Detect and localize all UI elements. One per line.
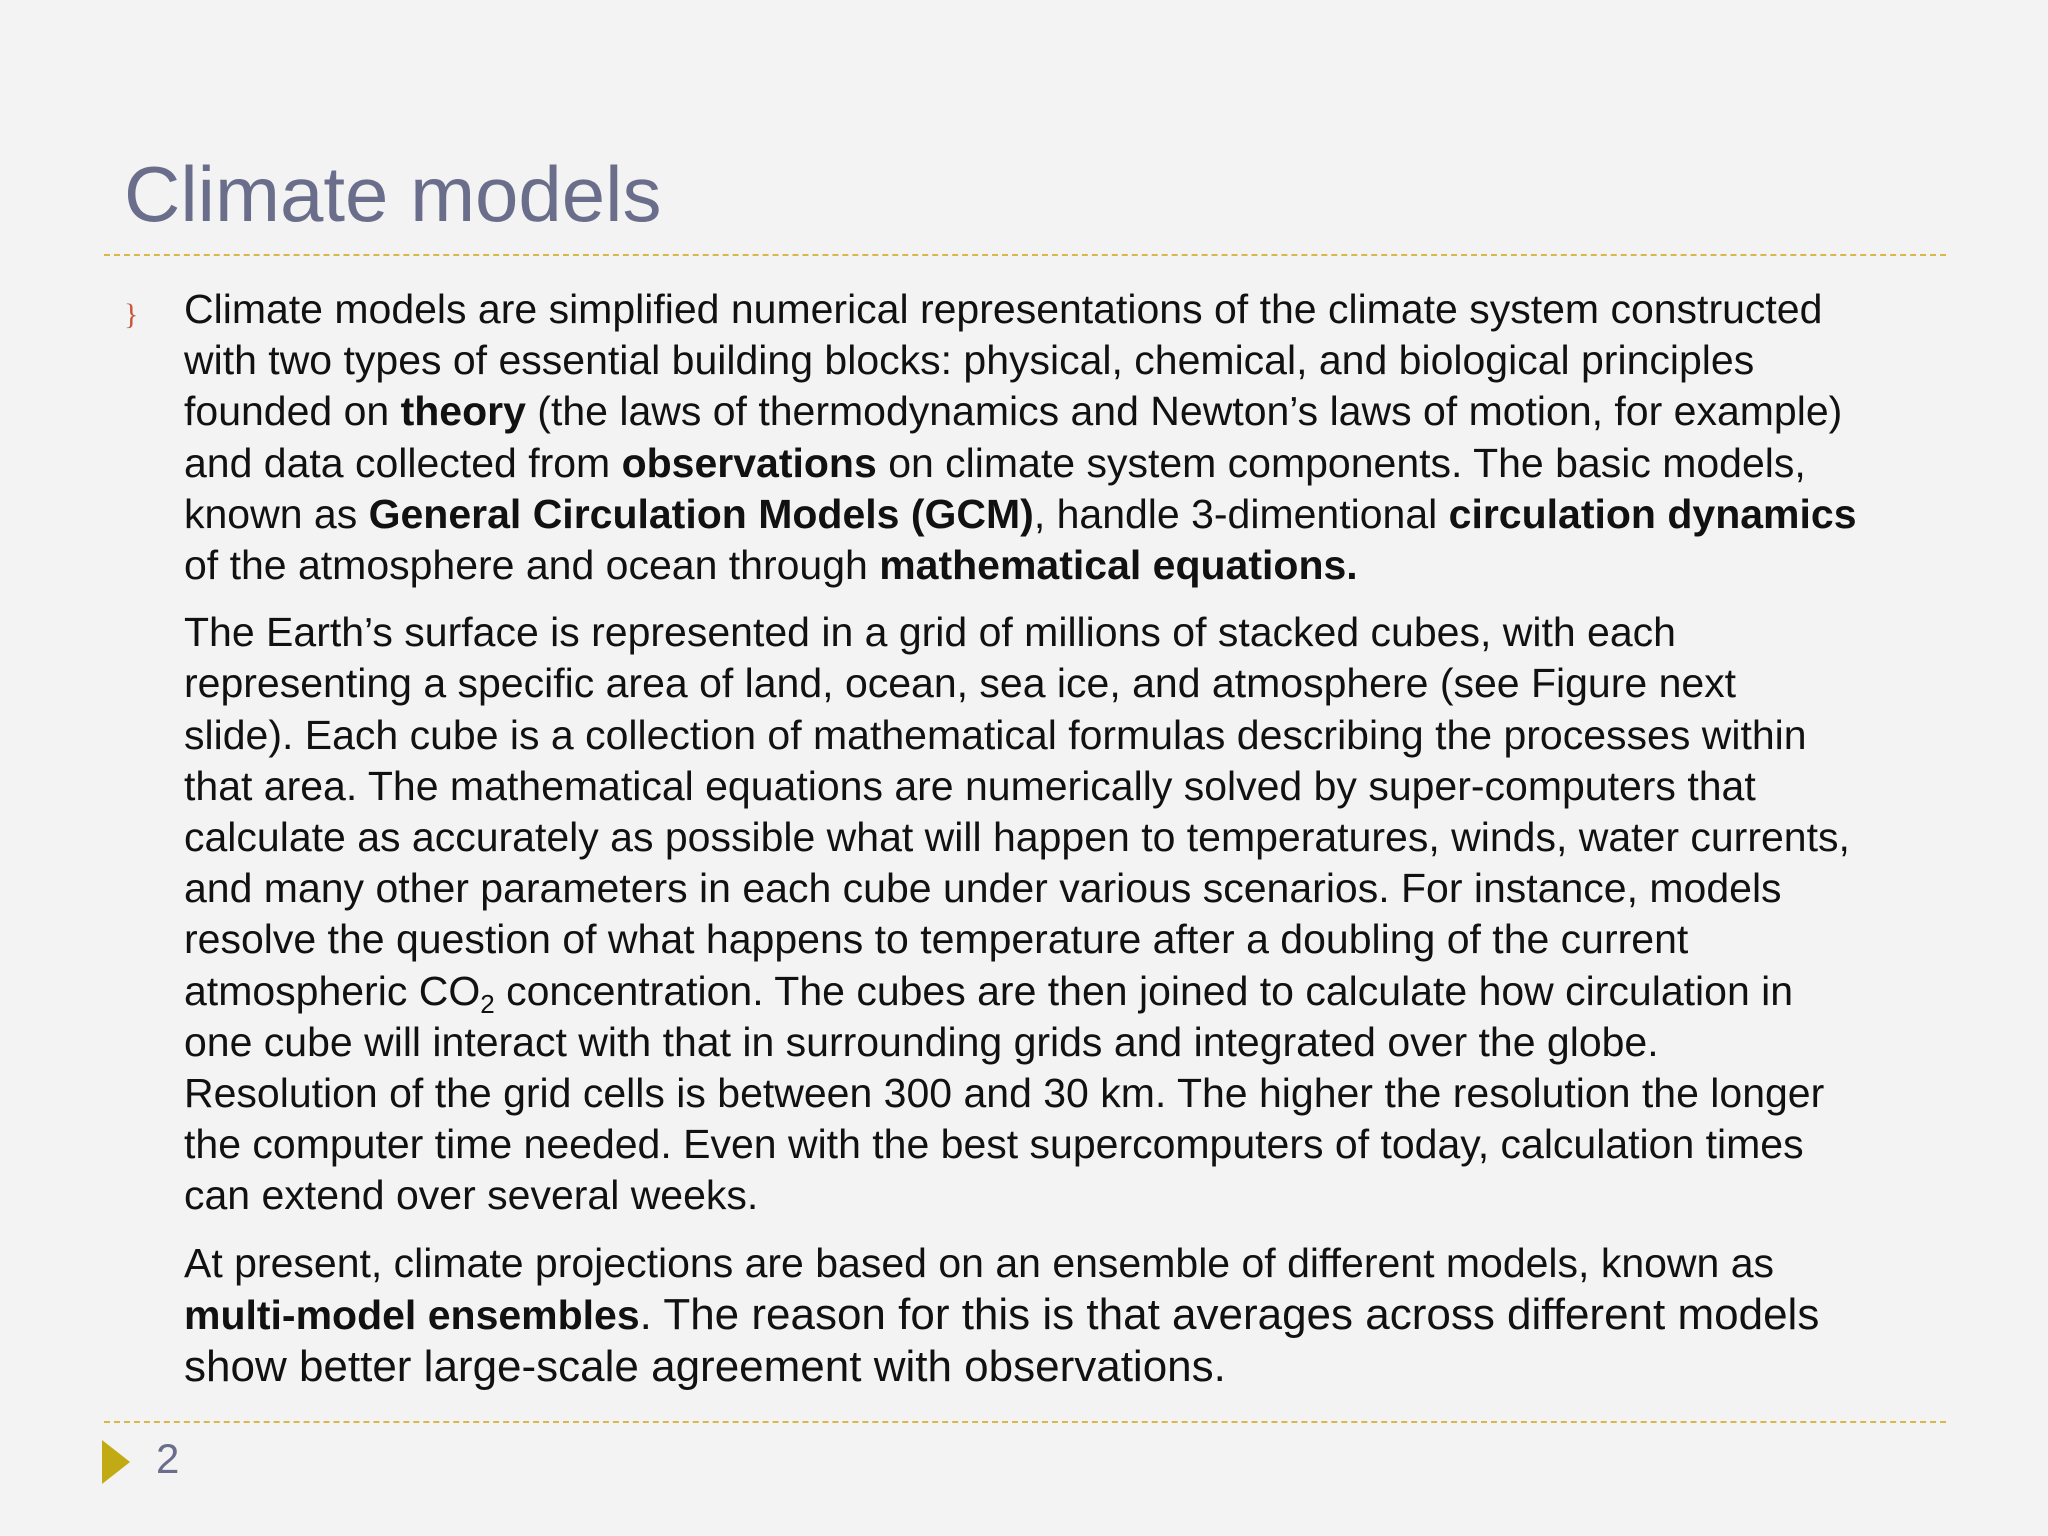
text-line: and many other parameters in each cube under various scenarios. For instance, models bbox=[184, 865, 1782, 912]
text-line: The Earth’s surface is represented in a grid of millions of stacked cubes, with each bbox=[184, 609, 1676, 656]
term-theory: theory bbox=[400, 388, 526, 435]
text-line: show better large-scale agreement with observations. bbox=[184, 1342, 1226, 1392]
text-line bbox=[184, 489, 1954, 540]
term-circulation-dynamics: circulation dynamics bbox=[1448, 490, 1857, 537]
text-line: At present, climate projections are based on an ensemble of different models, known as bbox=[184, 1239, 1775, 1286]
text-line: the computer time needed. Even with the best supercomputers of today, calculation times bbox=[184, 1121, 1804, 1168]
bullet-marker-icon: } bbox=[124, 298, 139, 331]
text-run: atmospheric CO bbox=[184, 967, 481, 1014]
paragraph-2 bbox=[184, 607, 1954, 1221]
text-run: and data collected from bbox=[184, 439, 622, 486]
text-run: on climate system components. The basic models, bbox=[876, 439, 1806, 486]
text-line bbox=[184, 438, 1954, 489]
term-observations: observations bbox=[621, 439, 877, 486]
text-line: Resolution of the grid cells is between 300 and 30 km. The higher the resolution the longer bbox=[184, 1070, 1825, 1117]
text-run: . The reason for this is that averages across different models bbox=[639, 1289, 1820, 1339]
text-run: concentration. The cubes are then joined to calculate how circulation in bbox=[494, 967, 1794, 1014]
term-mathematical-equations: mathematical equations. bbox=[879, 542, 1358, 589]
text-line: with two types of essential building blocks: physical, chemical, and biological principles bbox=[184, 337, 1755, 384]
footer-divider bbox=[104, 1421, 1946, 1423]
text-run: of the atmosphere and ocean through bbox=[184, 542, 880, 589]
text-line bbox=[184, 540, 1954, 591]
title-divider bbox=[104, 254, 1946, 256]
text-line bbox=[184, 1289, 1954, 1341]
term-multi-model-ensembles: multi-model ensembles bbox=[184, 1291, 640, 1338]
text-line bbox=[184, 386, 1954, 437]
text-line: one cube will interact with that in surrounding grids and integrated over the globe. bbox=[184, 1018, 1659, 1065]
text-line: representing a specific area of land, ocean, sea ice, and atmosphere (see Figure next bbox=[184, 660, 1737, 707]
slide-body bbox=[184, 284, 1954, 1392]
text-line: Climate models are simplified numerical representations of the climate system constructed bbox=[184, 286, 1823, 332]
page-number: 2 bbox=[156, 1435, 180, 1482]
text-run: (the laws of thermodynamics and Newton’s laws of motion, for example) bbox=[525, 388, 1843, 435]
text-line: slide). Each cube is a collection of mathematical formulas describing the processes within bbox=[184, 711, 1807, 758]
text-line bbox=[184, 966, 1954, 1017]
text-run: known as bbox=[184, 490, 369, 537]
footer-triangle-icon bbox=[102, 1440, 130, 1484]
slide-title: Climate models bbox=[124, 150, 662, 238]
text-line: resolve the question of what happens to temperature after a doubling of the current bbox=[184, 916, 1689, 963]
text-run: founded on bbox=[184, 388, 401, 435]
text-line: calculate as accurately as possible what will happen to temperatures, winds, water currents, bbox=[184, 814, 1850, 861]
paragraph-1 bbox=[184, 284, 1954, 591]
term-gcm: General Circulation Models (GCM) bbox=[368, 490, 1034, 537]
paragraph-3 bbox=[184, 1238, 1954, 1393]
text-line: that area. The mathematical equations are numerically solved by super-computers that bbox=[184, 762, 1756, 809]
text-run: , handle 3-dimentional bbox=[1033, 490, 1449, 537]
co2-subscript: 2 bbox=[480, 988, 495, 1019]
text-line: can extend over several weeks. bbox=[184, 1172, 759, 1219]
